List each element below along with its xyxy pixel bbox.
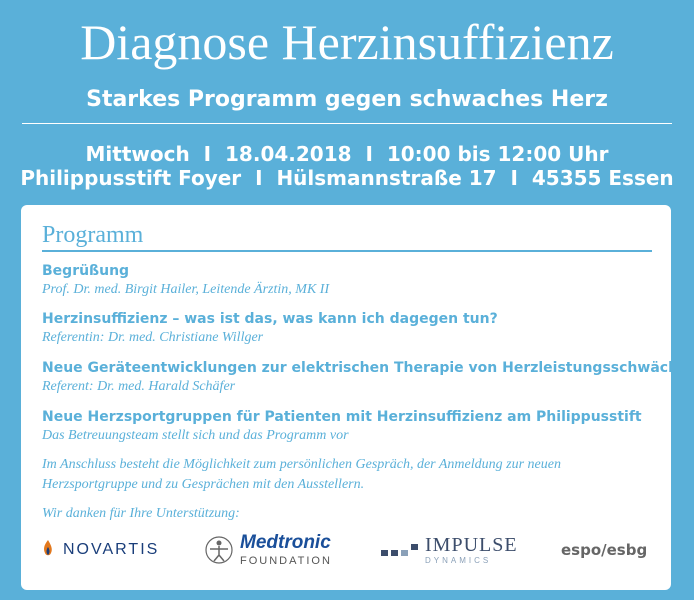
thanks-line: Wir danken für Ihre Unterstützung:: [42, 506, 240, 521]
event-date-time: Mittwoch I 18.04.2018 I 10:00 bis 12:00 Uhr: [85, 142, 609, 166]
program-item-speaker: Prof. Dr. med. Birgit Hailer, Leitende Ärztin, MK II: [42, 282, 330, 297]
flyer-title: Diagnose Herzinsuffizienz: [80, 14, 614, 70]
human-figure-icon: [204, 535, 234, 565]
program-heading: Programm: [42, 222, 144, 248]
program-item-title: Neue Geräteentwicklungen zur elektrischen Therapie von Herzleistungsschwäche: [42, 360, 688, 376]
bars-icon: [381, 542, 419, 558]
novartis-wordmark: NOVARTIS: [63, 541, 160, 558]
program-item-speaker: Das Betreuungsteam stellt sich und das Programm vor: [42, 428, 349, 443]
program-item-title: Neue Herzsportgruppen für Patienten mit Herzinsuffizienz am Philippusstift: [42, 409, 642, 425]
event-location: Philippusstift Foyer I Hülsmannstraße 17 I 45355 Essen: [20, 166, 674, 190]
program-item-speaker: Referent: Dr. med. Harald Schäfer: [42, 379, 236, 394]
program-item-title: Begrüßung: [42, 263, 130, 279]
flyer-subtitle: Starkes Programm gegen schwaches Herz: [86, 87, 608, 112]
program-panel: [21, 205, 688, 590]
flame-icon: [41, 539, 55, 561]
program-divider: [42, 250, 652, 252]
medtronic-foundation-logo: [204, 528, 332, 572]
header-divider: [22, 123, 672, 124]
medtronic-wordmark: Medtronic: [240, 532, 331, 553]
impulse-dynamics-logo: [381, 528, 518, 572]
novartis-logo: [41, 528, 159, 572]
closing-note: Im Anschluss besteht die Möglichkeit zum persönlichen Gespräch, der Anmeldung zur neuen Herzsportgruppe und zu Gesprächen mit den Ausstellern.: [42, 457, 561, 492]
impulse-wordmark: IMPULSE: [425, 534, 518, 556]
program-item-title: Herzinsuffizienz – was ist das, was kann ich dagegen tun?: [42, 311, 498, 327]
impulse-subline: DYNAMICS: [425, 556, 492, 565]
program-item-speaker: Referentin: Dr. med. Christiane Willger: [42, 330, 264, 345]
medtronic-subline: FOUNDATION: [240, 555, 332, 567]
espo-esbg-logo: espo/esbg: [561, 541, 648, 559]
